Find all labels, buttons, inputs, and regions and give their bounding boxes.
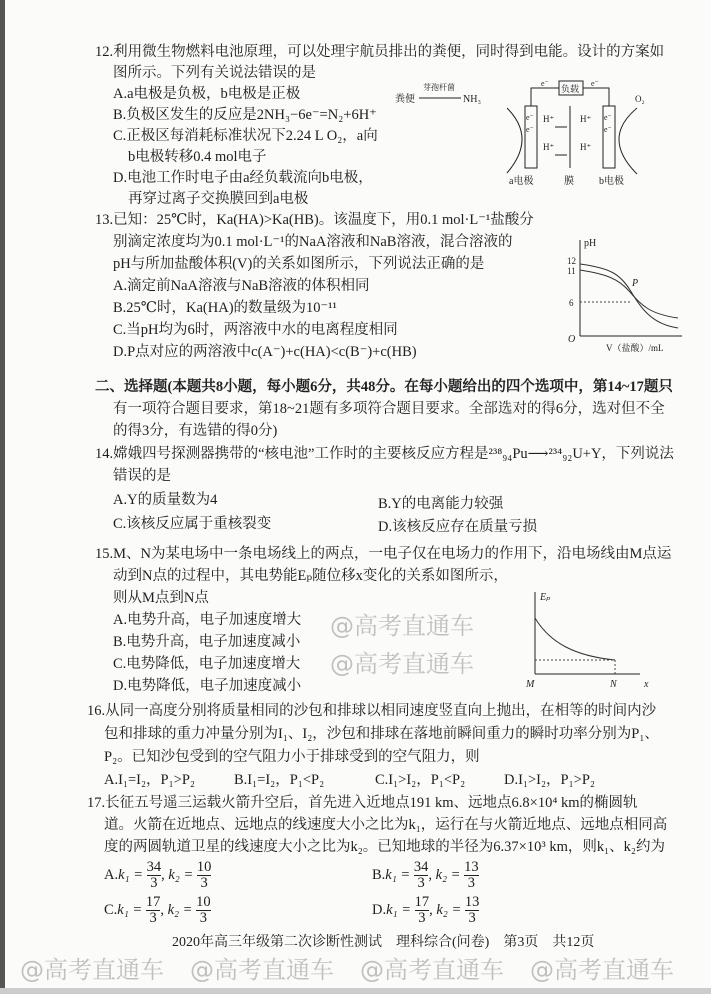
k1-fraction [146,895,161,926]
q17-option-d: D.k₁ = $\frac{17}{3}$ , k₂ = $\frac{13}{3}$ [372,894,480,926]
q14-option-a: A.Y的质量数为4 [113,492,218,508]
numerator: 17 [414,894,430,910]
q12-option-c: C.正极区每消耗标准状况下2.24 L O₂，a向 [113,128,378,144]
q13-option-b: B.25℃时，Ka(HA)的数量级为10⁻¹¹ [113,300,337,316]
electron-label: e⁻ [604,125,612,134]
q15-option-b: B.电势升高，电子加速度减小 [113,634,301,650]
q13-option-d: D.P点对应的两溶液中c(A⁻)+c(HA)<c(B⁻)+c(HB) [113,344,417,360]
q15-option-c: C.电势降低，电子加速度增大 [113,656,301,672]
q16-option-a: A.I₁=I₂，P₁>P₂ [104,772,195,788]
q14-option-b: B.Y的电离能力较强 [378,496,504,512]
k2-label: k₂ = [435,866,461,883]
point-p-label: P [632,278,639,289]
membrane-label: 膜 [564,176,574,187]
point-n-label: N [610,679,617,688]
option-label: D. [372,901,387,918]
numerator: 34 [146,859,162,875]
denominator: 3 [150,875,158,891]
q12-option-d: D.电池工作时电子由a经负载流向b电极， [113,170,373,186]
proton-label: H⁺ [543,142,555,152]
q16-stem-1: 16.从同一高度分别将质量相同的沙包和排球以相同速度竖直向上抛出，在相等的时间内沙 [87,703,657,719]
denominator: 3 [468,910,476,926]
q14-stem-2: 错误的是 [113,468,171,484]
electron-label: e⁻ [526,113,534,122]
ep-curve [535,618,615,660]
proton-label: H⁺ [580,114,592,124]
cathode-flow-arrow [619,108,637,174]
section2-heading-3: 的得3分，有选错的得0分) [113,423,278,439]
q12-option-a: A.a电极是负极，b电极是正极 [113,86,301,102]
q17-option-a: A.k₁ = $\frac{34}{3}$ , k₂ = $\frac{10}{3}$ [104,859,212,891]
k2-fraction [465,895,480,926]
q15-stem-3: 则从M点到N点 [113,590,209,606]
section2-heading-2: 有一项符合题目要求，第18~21题有多项符合题目要求。全部选对的得6分，选对但不全 [113,401,665,417]
feces-label: 粪便 [395,94,415,105]
x-axis-label: x [644,679,649,688]
q13-option-a: A.滴定前NaA溶液与NaB溶液的体积相同 [113,278,370,294]
origin-label: O [568,334,576,345]
proton-label: H⁺ [580,142,592,152]
ph-tick-11: 11 [567,266,576,276]
k1-label: k₁ = [386,901,411,918]
q12-option-b: B.负极区发生的反应是2NH₃−6e⁻=N₂+6H⁺ [113,107,377,123]
q17-stem-3: 度的两圆轨道卫星的线速度大小之比为k₂。已知地球的半径为6.37×10³ km，则k₁、k₂约为 [104,839,665,855]
denominator: 3 [418,910,426,926]
watermark: @高考直通车 [330,650,474,678]
scan-left-border [0,0,5,994]
ph-titration-chart [560,234,700,354]
q17-option-b: B.k₁ = $\frac{34}{3}$ , k₂ = $\frac{13}{3}$ [372,859,479,891]
nab-curve [580,270,678,318]
section2-heading-1: 二、选择题(本题共8小题，每小题6分，共48分。在每小题给出的四个选项中，第14~17题只 [95,379,673,395]
watermark: @高考直通车 [190,956,334,984]
denominator: 3 [200,875,208,891]
ep-displacement-chart [520,588,660,688]
q17-stem-2: 道。火箭在近地点、远地点的线速度大小之比为k₁，运行在与火箭近地点、远地点相同高 [104,817,668,833]
bacteria-label: 芽孢杆菌 [423,83,455,92]
naa-curve [580,264,678,328]
option-label: C. [104,901,118,918]
q12-stem-2: 图所示。下列有关说法错误的是 [113,65,316,81]
q13-stem-2: 别滴定浓度均为0.1 mol·L⁻¹的NaA溶液和NaB溶液，混合溶液的 [113,234,513,250]
nh3-label: NH₃ [463,94,481,105]
q17-stem-1: 17.长征五号遥三运载火箭升空后，首先进入近地点191 km、远地点6.8×10⁴ km的椭圆轨 [87,795,638,811]
q12-option-d-cont: 再穿过离子交换膜回到a电极 [128,191,309,207]
q13-stem-3: pH与所加盐酸体积(V)的关系如图所示，下列说法正确的是 [113,256,485,272]
denominator: 3 [199,910,207,926]
q16-stem-3: P₂。已知沙包受到的空气阻力小于排球受到的空气阻力，则 [104,749,480,765]
o2-label: O₂ [635,94,645,104]
a-electrode-label: a电极 [509,176,534,187]
q16-option-b: B.I₁=I₂，P₁<P₂ [234,772,325,788]
k1-fraction [147,860,162,891]
q14-option-c: C.该核反应属于重核裂变 [113,516,272,532]
denominator: 3 [467,875,475,891]
numerator: 34 [413,859,429,875]
q16-option-c: C.I₁>I₂，P₁<P₂ [375,772,466,788]
proton-label: H⁺ [543,114,555,124]
watermark: @高考直通车 [20,956,164,984]
q17-option-c: C.k₁ = $\frac{17}{3}$ , k₂ = $\frac{10}{3}$ [104,894,211,926]
denominator: 3 [149,910,157,926]
k2-fraction [196,895,211,926]
ph-tick-12: 12 [567,256,576,266]
numerator: 13 [464,894,480,910]
point-m-label: M [526,679,535,688]
anode-flow-arrow [507,108,522,173]
q15-option-a: A.电势升高，电子加速度增大 [113,612,302,628]
q15-stem-2: 动到N点的过程中，其电势能Eₚ随位移x变化的关系如图所示， [113,568,508,584]
watermark: @高考直通车 [360,956,504,984]
denominator: 3 [417,875,425,891]
page-footer: 2020年高三年级第二次诊断性测试 理科综合(问卷) 第3页 共12页 [172,935,595,950]
numerator: 10 [196,859,212,875]
q15-option-d: D.电势降低，电子加速度减小 [113,678,302,694]
q14-option-d: D.该核反应存在质量亏损 [378,519,538,535]
k2-label: k₂ = [436,901,462,918]
scan-bottom-border [0,988,711,994]
volume-axis-label: V（盐酸）/mL [606,343,664,353]
k2-fraction [464,860,479,891]
fuel-cell-diagram [395,78,655,190]
numerator: 13 [464,859,479,875]
k1-fraction [415,895,430,926]
electron-label: e⁻ [604,113,612,122]
numerator: 10 [196,894,211,910]
k1-label: k₁ = [117,901,143,918]
q14-stem-1: 14.嫦娥四号探测器携带的“核电池”工作时的主要核反应方程是²³⁸₉₄Pu⟶²³⁴₉₂U+Y，下列说法 [95,446,674,462]
electron-label: e⁻ [541,79,549,88]
k2-label: k₂ = [168,866,194,883]
q16-stem-2: 包和排球的重力冲量分别为I₁、I₂，沙包和排球在落地前瞬间重力的瞬时功率分别为P₁、 [104,726,659,742]
k2-label: k₂ = [167,901,193,918]
numerator: 17 [145,894,161,910]
q12-option-c-cont: b电极转移0.4 mol电子 [128,149,267,165]
q13-stem-1: 13.已知：25℃时，Ka(HA)>Ka(HB)。该温度下，用0.1 mol·L⁻¹盐酸分 [95,212,534,228]
electron-label: e⁻ [526,125,534,134]
option-label: A. [104,866,119,883]
q16-option-d: D.I₁>I₂，P₁>P₂ [504,772,595,788]
ep-axis-label: Eₚ [540,592,551,603]
q12-stem-1: 12.利用微生物燃料电池原理，可以处理宇航员排出的粪便，同时得到电能。设计的方案如 [95,44,665,60]
watermark: @高考直通车 [530,956,674,984]
k1-label: k₁ = [118,866,143,883]
load-label: 负载 [561,84,580,94]
k2-fraction [197,860,212,891]
q13-option-c: C.当pH均为6时，两溶液中水的电离程度相同 [113,322,398,338]
electron-label: e⁻ [591,79,599,88]
option-label: B. [372,866,386,883]
k1-label: k₁ = [385,866,411,883]
b-electrode-label: b电极 [599,176,624,187]
watermark: @高考直通车 [330,612,474,640]
k1-fraction [414,860,429,891]
ph-tick-6: 6 [569,298,574,308]
ph-axis-label: pH [584,238,597,249]
q15-stem-1: 15.M、N为某电场中一条电场线上的两点，一电子仅在电场力的作用下，沿电场线由M点运 [95,546,672,562]
